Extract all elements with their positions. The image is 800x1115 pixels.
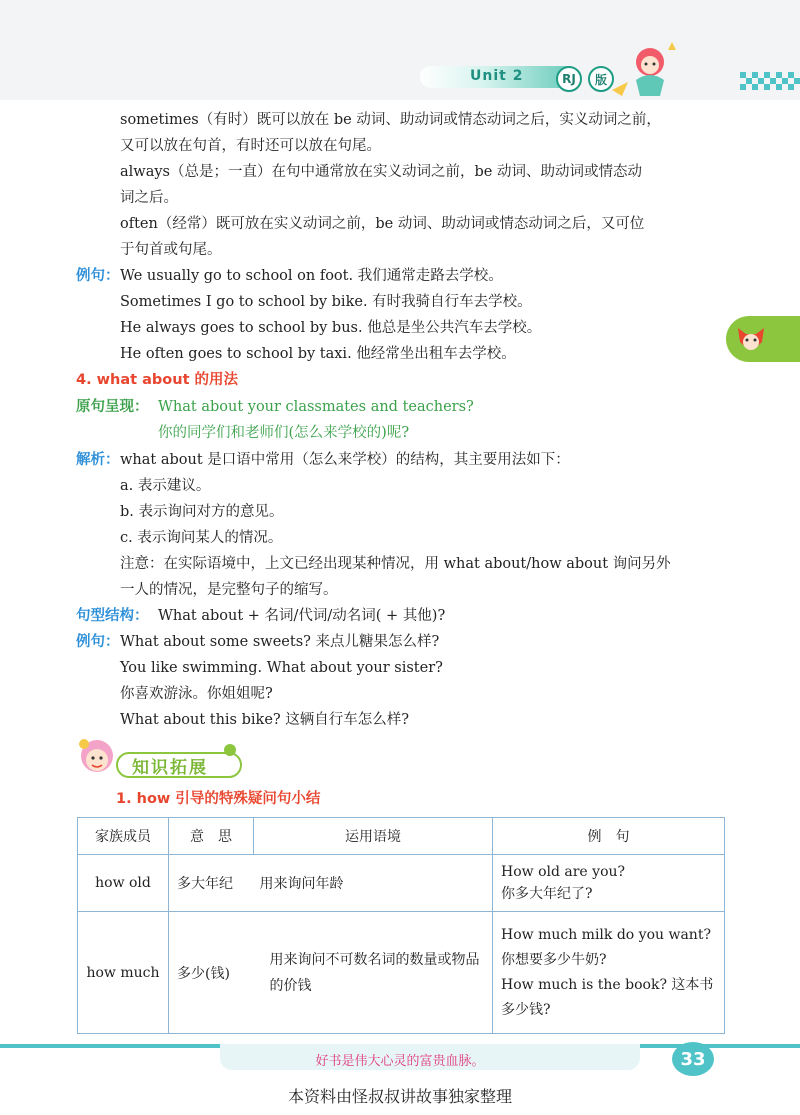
original-sentence-cn: 你的同学们和老师们(怎么来学校的)呢?	[158, 425, 410, 441]
fox-mascot-icon	[734, 322, 768, 356]
table-cell-example	[493, 855, 725, 912]
table-header: 意 思	[169, 818, 254, 855]
example-label: 例句：	[76, 267, 120, 284]
girl-mascot-icon	[74, 736, 120, 782]
sometimes-line-1: sometimes（有时）既可以放在 be 动词、助动词或情态动词之后，实义动词之前，	[120, 112, 661, 128]
section-heading: 4. what about 的用法	[76, 372, 239, 388]
example-cn: 你多大年纪了?	[501, 886, 593, 902]
table-cell-member: how old	[78, 855, 169, 912]
example-sentence: 你喜欢游泳。你姐姐呢?	[120, 686, 273, 702]
table-cell-meaning: 多大年纪	[169, 855, 254, 912]
example-sentence: What about some sweets? 来点儿糖果怎么样?	[120, 634, 440, 650]
often-line-2: 于句首或句尾。	[120, 242, 222, 258]
example-label: 例句：	[76, 633, 120, 650]
edition-badge-ban: 版	[588, 66, 614, 92]
subheading: 1. how 引导的特殊疑问句小结	[116, 791, 321, 807]
always-line-1: always（总是；一直）在句中通常放在实义动词之前，be 动词、助动词或情态动	[120, 164, 642, 180]
table-cell-meaning: 多少(钱)	[169, 912, 254, 1034]
example-en: How old are you?	[501, 864, 626, 880]
table-header: 例 句	[493, 818, 725, 855]
pattern-label: 句型结构：	[76, 607, 149, 624]
analysis-text: what about 是口语中常用（怎么来学校）的结构，其主要用法如下：	[120, 452, 570, 468]
note-line-2: 一人的情况，是完整句子的缩写。	[120, 582, 338, 598]
usage-item-a: a. 表示建议。	[120, 478, 211, 494]
checker-pattern-icon	[740, 72, 800, 90]
credit-line: 本资料由怪叔叔讲故事独家整理	[287, 1087, 512, 1106]
sometimes-line-2: 又可以放在句首，有时还可以放在句尾。	[120, 138, 381, 154]
analysis-label: 解析：	[76, 451, 120, 468]
example-sentence: We usually go to school on foot. 我们通常走路去学校。	[120, 268, 503, 284]
table-cell-context: 用来询问不可数名词的数量或物品的价钱	[254, 912, 493, 1034]
table-header-row	[78, 818, 725, 855]
how-questions-table	[77, 817, 725, 1034]
knowledge-title: 知识拓展	[132, 758, 208, 778]
dot-icon	[222, 742, 238, 758]
usage-item-c: c. 表示询问某人的情况。	[120, 530, 283, 546]
table-cell-member: how much	[78, 912, 169, 1034]
table-header: 运用语境	[254, 818, 493, 855]
table-row	[78, 912, 725, 1034]
usage-item-b: b. 表示询问对方的意见。	[120, 504, 284, 520]
example-sentence: Sometimes I go to school by bike. 有时我骑自行车去学校。	[120, 294, 532, 310]
pattern-text: What about + 名词/代词/动名词( + 其他)?	[158, 608, 446, 624]
unit-label: Unit 2	[470, 68, 524, 84]
table-cell-example	[493, 912, 725, 1034]
example-sentence: He always goes to school by bus. 他总是坐公共汽车去学校。	[120, 320, 542, 336]
example-sentence: You like swimming. What about your sister?	[120, 660, 443, 676]
example-en: How much is the book? 这本书多少钱?	[501, 976, 714, 1018]
note-line-1: 注意：在实际语境中，上文已经出现某种情况，用 what about/how about 询问另外	[120, 556, 671, 572]
edition-badge-rj: RJ	[556, 66, 582, 92]
fairy-mascot-icon	[606, 40, 686, 104]
footer-slogan: 好书是伟大心灵的富贵血脉。	[315, 1054, 485, 1069]
often-line-1: often（经常）既可放在实义动词之前，be 动词、助动词或情态动词之后，又可位	[120, 216, 645, 232]
original-label: 原句呈现：	[76, 398, 149, 415]
always-line-2: 词之后。	[120, 190, 178, 206]
original-sentence-en: What about your classmates and teachers?	[158, 399, 474, 415]
page-number: 33	[672, 1042, 714, 1076]
example-sentence: What about this bike? 这辆自行车怎么样?	[120, 712, 410, 728]
table-cell-context: 用来询问年龄	[254, 855, 493, 912]
example-sentence: He often goes to school by taxi. 他经常坐出租车去学校。	[120, 346, 516, 362]
example-en: How much milk do you want?	[501, 926, 711, 943]
table-header: 家族成员	[78, 818, 169, 855]
table-row	[78, 855, 725, 912]
example-cn: 你想要多少牛奶?	[501, 951, 607, 968]
